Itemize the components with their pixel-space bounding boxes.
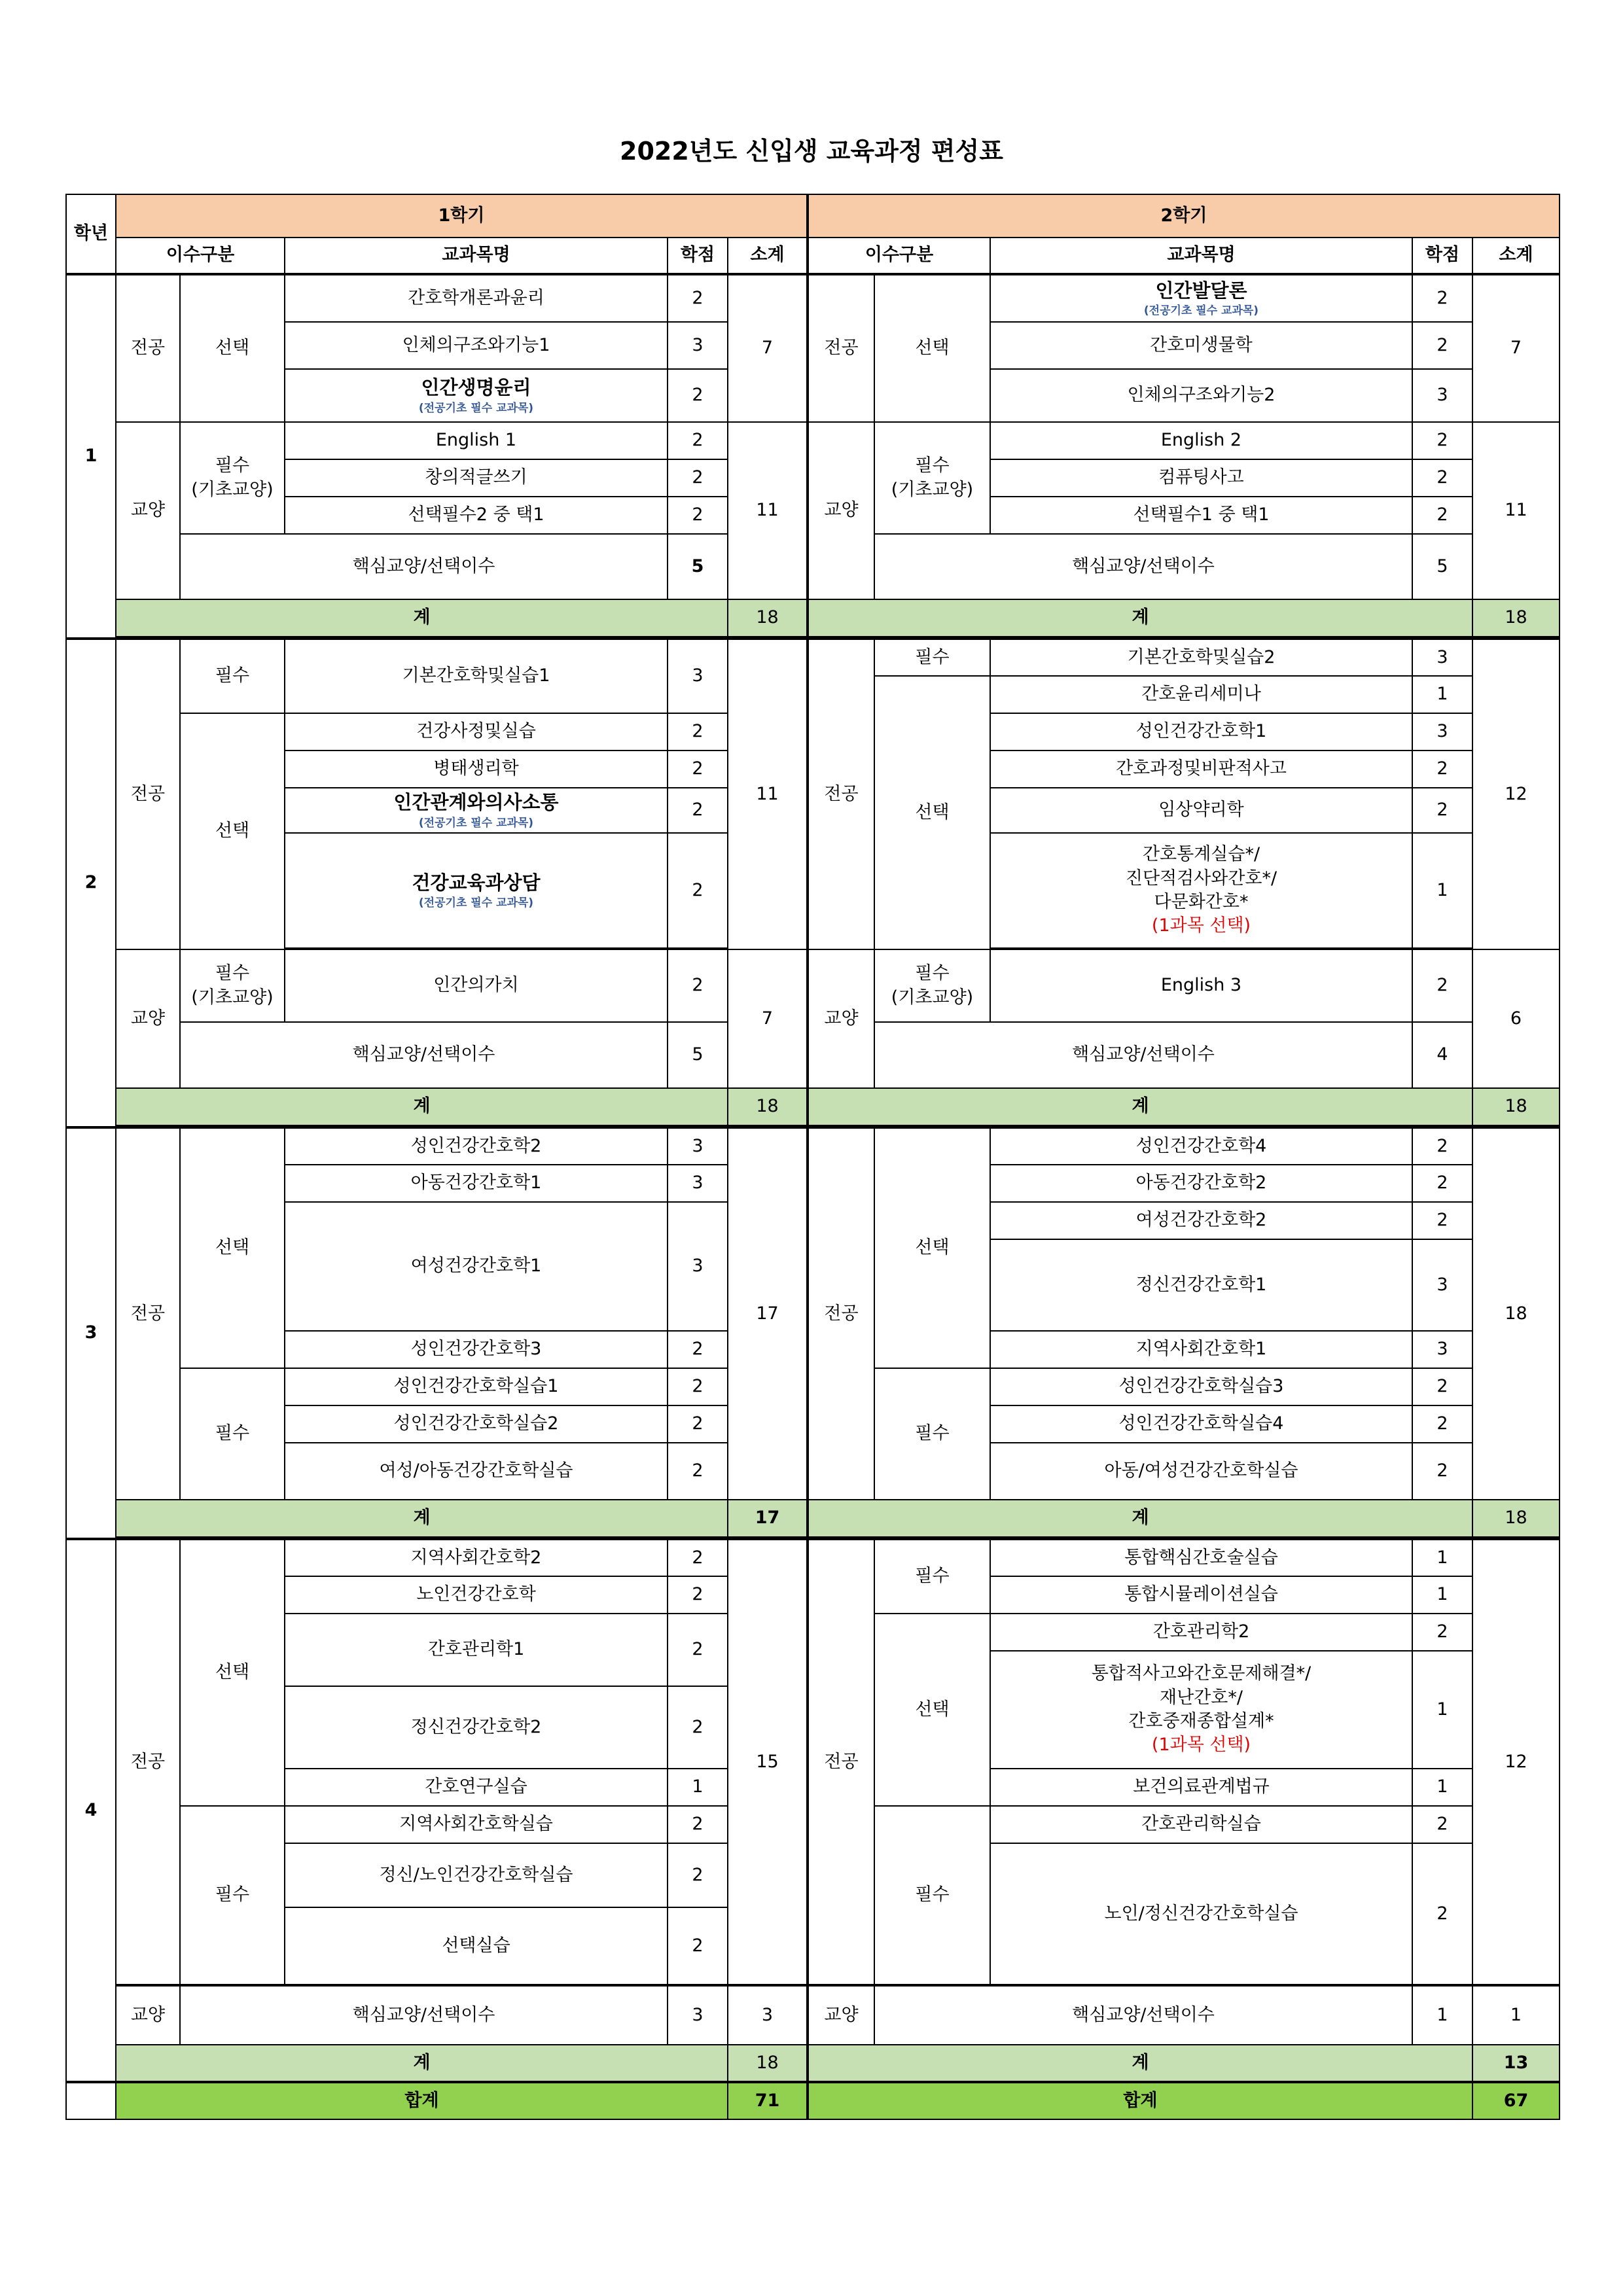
option-line: 통합적사고와간호문제해결*/ (1091, 1663, 1311, 1684)
course-name: 정신/노인건강간호학실습 (285, 1843, 668, 1907)
type-header: 이수구분 (116, 238, 285, 274)
course-name: 간호윤리세미나 (990, 676, 1412, 713)
grand-total-label: 합계 (116, 2082, 728, 2119)
course-name: 여성건강간호학2 (990, 1202, 1412, 1239)
course-name: 통합시뮬레이션실습 (990, 1576, 1412, 1614)
core-elective-label: 핵심교양/선택이수 (874, 1986, 1412, 2045)
course-name: 병태생리학 (285, 751, 668, 788)
course-credit: 2 (1412, 788, 1472, 833)
course-name: 간호학개론과윤리 (285, 274, 668, 322)
course-credit: 3 (1412, 369, 1472, 422)
major-basic-note: (전공기초 필수 교과목) (418, 816, 534, 830)
course-name: 임상약리학 (990, 788, 1412, 833)
subtotal: 12 (1472, 1539, 1560, 1985)
course-credit: 2 (668, 1539, 728, 1576)
course-credit: 2 (668, 1806, 728, 1843)
course-credit: 2 (668, 1576, 728, 1614)
course-credit: 3 (1412, 639, 1472, 676)
subtype-elective: 선택 (180, 274, 285, 422)
course-name: 기본간호학및실습2 (990, 639, 1412, 676)
course-name: 인체의구조와기능2 (990, 369, 1412, 422)
course-credit: 2 (1412, 1843, 1472, 1985)
course-credit: 3 (1412, 713, 1472, 751)
course-credit: 1 (1412, 1539, 1472, 1576)
course-name: 여성건강간호학1 (285, 1202, 668, 1331)
sum-value: 18 (1472, 1500, 1560, 1537)
credit-header: 학점 (668, 238, 728, 274)
core-elective-label: 핵심교양/선택이수 (874, 1022, 1412, 1088)
course-name: 성인건강간호학2 (285, 1127, 668, 1165)
sum-label: 계 (808, 1088, 1472, 1125)
req-label: 필수 (915, 455, 950, 476)
type-major: 전공 (116, 1127, 180, 1500)
course-header: 교과목명 (990, 238, 1412, 274)
major-basic-note: (전공기초 필수 교과목) (1143, 304, 1259, 318)
core-elective-label: 핵심교양/선택이수 (874, 534, 1412, 599)
course-name (990, 274, 1412, 322)
semester2-header: 2학기 (808, 194, 1560, 238)
course-credit: 2 (1412, 1405, 1472, 1443)
course-name (285, 833, 668, 948)
core-elective-label: 핵심교양/선택이수 (180, 534, 668, 599)
course-name-text: 인간관계와의사소통 (393, 791, 559, 814)
subtype-required-basic (180, 422, 285, 534)
type-major: 전공 (808, 1127, 874, 1500)
course-credit: 2 (1412, 322, 1472, 369)
subtotal: 17 (728, 1127, 808, 1500)
course-name: 간호과정및비판적사고 (990, 751, 1412, 788)
course-credit: 3 (668, 1202, 728, 1331)
subtype-required: 필수 (874, 1806, 990, 1985)
course-name: 창의적글쓰기 (285, 459, 668, 497)
course-credit: 3 (668, 1127, 728, 1165)
subtype-elective: 선택 (180, 713, 285, 949)
basic-label: (기초교양) (891, 479, 974, 500)
course-name: 건강사정및실습 (285, 713, 668, 751)
course-name-multi (990, 1651, 1412, 1769)
course-name: 간호관리학2 (990, 1614, 1412, 1651)
core-elective-credit: 5 (668, 534, 728, 599)
year-label: 4 (66, 1539, 116, 2082)
grand-total-label: 합계 (808, 2082, 1472, 2119)
grand-total-value: 71 (728, 2082, 808, 2119)
course-credit: 2 (668, 369, 728, 422)
subtotal-header: 소계 (728, 238, 808, 274)
subtotal: 15 (728, 1539, 808, 1985)
option-line: 재난간호*/ (1160, 1687, 1243, 1708)
course-credit: 1 (1412, 1651, 1472, 1769)
course-name: 선택필수2 중 택1 (285, 497, 668, 534)
course-name: 정신건강간호학1 (990, 1239, 1412, 1331)
option-line: 진단적검사와간호*/ (1125, 868, 1277, 889)
core-elective-credit: 5 (1412, 534, 1472, 599)
req-label: 필수 (915, 963, 950, 984)
subtype-required-basic (180, 949, 285, 1022)
course-name: 노인/정신건강간호학실습 (990, 1843, 1412, 1985)
course-name: 선택실습 (285, 1907, 668, 1985)
pick-one-note: (1과목 선택) (1151, 1735, 1251, 1756)
type-header: 이수구분 (808, 238, 990, 274)
course-credit: 1 (1412, 1769, 1472, 1806)
type-general: 교양 (116, 1986, 180, 2045)
credit-header: 학점 (1412, 238, 1472, 274)
subtotal: 11 (728, 639, 808, 949)
type-major: 전공 (808, 1539, 874, 1985)
grand-total-value: 67 (1472, 2082, 1560, 2119)
blank-cell (66, 2082, 116, 2119)
course-name (285, 369, 668, 422)
course-header: 교과목명 (285, 238, 668, 274)
option-line: 간호통계실습*/ (1142, 844, 1260, 865)
type-general: 교양 (116, 422, 180, 599)
sum-value: 18 (728, 2045, 808, 2082)
course-name-text: 인간생명윤리 (421, 376, 531, 399)
course-name: 노인건강간호학 (285, 1576, 668, 1614)
course-credit: 2 (668, 949, 728, 1022)
sum-label: 계 (116, 2045, 728, 2082)
type-general: 교양 (808, 422, 874, 599)
course-credit: 2 (668, 1686, 728, 1769)
course-name: 아동/여성건강간호학실습 (990, 1443, 1412, 1500)
course-name: 정신건강간호학2 (285, 1686, 668, 1769)
course-credit: 2 (668, 274, 728, 322)
semester1-header: 1학기 (116, 194, 808, 238)
subtype-required: 필수 (180, 639, 285, 713)
basic-label: (기초교양) (191, 479, 274, 500)
course-credit: 1 (1412, 676, 1472, 713)
subtotal: 7 (1472, 274, 1560, 422)
course-credit: 2 (1412, 1202, 1472, 1239)
subtotal: 11 (728, 422, 808, 599)
subtotal: 18 (1472, 1127, 1560, 1500)
year-label: 2 (66, 639, 116, 1127)
sum-value: 18 (728, 599, 808, 637)
type-major: 전공 (808, 274, 874, 422)
course-name (285, 788, 668, 833)
sum-label: 계 (116, 1088, 728, 1125)
year-header: 학년 (66, 194, 116, 274)
course-credit: 3 (668, 322, 728, 369)
course-name: 아동건강간호학1 (285, 1165, 668, 1202)
course-name: 기본간호학및실습1 (285, 639, 668, 713)
option-line: 간호중재종합설계* (1128, 1711, 1274, 1731)
sum-value: 18 (1472, 1088, 1560, 1125)
course-credit: 2 (1412, 497, 1472, 534)
course-name: 인간의가치 (285, 949, 668, 1022)
course-credit: 2 (1412, 949, 1472, 1022)
core-elective-credit: 1 (1412, 1986, 1472, 2045)
subtotal: 6 (1472, 949, 1560, 1088)
type-general: 교양 (808, 949, 874, 1088)
sum-value: 17 (728, 1500, 808, 1537)
sum-label: 계 (116, 599, 728, 637)
course-credit: 2 (668, 459, 728, 497)
course-name: 성인건강간호학실습2 (285, 1405, 668, 1443)
sum-label: 계 (116, 1500, 728, 1537)
subtype-elective: 선택 (180, 1127, 285, 1368)
major-basic-note: (전공기초 필수 교과목) (418, 896, 534, 910)
course-name: English 3 (990, 949, 1412, 1022)
core-elective-label: 핵심교양/선택이수 (180, 1022, 668, 1088)
subtype-required-basic (874, 422, 990, 534)
sum-label: 계 (808, 2045, 1472, 2082)
type-major: 전공 (116, 639, 180, 949)
course-name: 성인건강간호학실습4 (990, 1405, 1412, 1443)
course-credit: 2 (1412, 459, 1472, 497)
course-name: 선택필수1 중 택1 (990, 497, 1412, 534)
course-credit: 2 (668, 788, 728, 833)
course-name: 성인건강간호학3 (285, 1331, 668, 1368)
course-name: 성인건강간호학실습3 (990, 1368, 1412, 1405)
course-name: 아동건강간호학2 (990, 1165, 1412, 1202)
course-name: 성인건강간호학실습1 (285, 1368, 668, 1405)
year-label: 1 (66, 274, 116, 639)
pick-one-note: (1과목 선택) (1151, 915, 1251, 936)
course-name: 컴퓨팅사고 (990, 459, 1412, 497)
subtype-elective: 선택 (874, 676, 990, 949)
course-credit: 2 (1412, 751, 1472, 788)
course-name: 지역사회간호학실습 (285, 1806, 668, 1843)
sum-value: 18 (728, 1088, 808, 1125)
req-label: 필수 (215, 963, 250, 984)
course-credit: 2 (668, 497, 728, 534)
course-name: English 1 (285, 422, 668, 459)
course-name-text: 인간발달론 (1155, 279, 1247, 302)
course-name: 간호연구실습 (285, 1769, 668, 1806)
course-name: 보건의료관계법규 (990, 1769, 1412, 1806)
course-name: 간호관리학실습 (990, 1806, 1412, 1843)
core-elective-credit: 5 (668, 1022, 728, 1088)
subtype-required: 필수 (874, 639, 990, 676)
subtype-elective: 선택 (874, 274, 990, 422)
basic-label: (기초교양) (891, 987, 974, 1008)
req-label: 필수 (215, 455, 250, 476)
course-credit: 2 (668, 1368, 728, 1405)
type-major: 전공 (808, 639, 874, 949)
course-credit: 2 (1412, 422, 1472, 459)
core-elective-credit: 4 (1412, 1022, 1472, 1088)
subtotal: 1 (1472, 1986, 1560, 2045)
course-name: English 2 (990, 422, 1412, 459)
course-credit: 2 (1412, 1165, 1472, 1202)
course-credit: 3 (668, 639, 728, 713)
course-credit: 2 (668, 1843, 728, 1907)
course-credit: 2 (668, 422, 728, 459)
subtotal: 11 (1472, 422, 1560, 599)
course-name: 지역사회간호학2 (285, 1539, 668, 1576)
course-name: 성인건강간호학4 (990, 1127, 1412, 1165)
basic-label: (기초교양) (191, 987, 274, 1008)
sum-value: 18 (1472, 599, 1560, 637)
course-name: 성인건강간호학1 (990, 713, 1412, 751)
course-credit: 2 (668, 1405, 728, 1443)
course-credit: 2 (1412, 1614, 1472, 1651)
course-credit: 2 (668, 1331, 728, 1368)
subtotal: 12 (1472, 639, 1560, 949)
subtype-required-basic (874, 949, 990, 1022)
course-credit: 2 (668, 1443, 728, 1500)
sum-label: 계 (808, 599, 1472, 637)
core-elective-label: 핵심교양/선택이수 (180, 1986, 668, 2045)
subtotal: 3 (728, 1986, 808, 2045)
type-major: 전공 (116, 274, 180, 422)
type-major: 전공 (116, 1539, 180, 1985)
core-elective-credit: 3 (668, 1986, 728, 2045)
course-credit: 2 (668, 1614, 728, 1686)
course-credit: 1 (1412, 1576, 1472, 1614)
subtype-elective: 선택 (180, 1539, 285, 1806)
option-line: 다문화간호* (1154, 892, 1249, 912)
course-name-multi (990, 833, 1412, 948)
subtype-elective: 선택 (874, 1127, 990, 1368)
subtype-required: 필수 (180, 1368, 285, 1500)
course-credit: 3 (668, 1165, 728, 1202)
course-credit: 2 (668, 713, 728, 751)
course-credit: 2 (1412, 1127, 1472, 1165)
subtype-required: 필수 (874, 1539, 990, 1614)
course-name: 여성/아동건강간호학실습 (285, 1443, 668, 1500)
type-general: 교양 (808, 1986, 874, 2045)
year-label: 3 (66, 1127, 116, 1539)
course-credit: 2 (1412, 1443, 1472, 1500)
course-credit: 2 (668, 751, 728, 788)
subtotal: 7 (728, 949, 808, 1088)
subtype-required: 필수 (180, 1806, 285, 1985)
sum-value: 13 (1472, 2045, 1560, 2082)
page-title: 2022년도 신입생 교육과정 편성표 (620, 137, 1003, 166)
course-credit: 2 (668, 833, 728, 948)
course-credit: 1 (668, 1769, 728, 1806)
subtotal: 7 (728, 274, 808, 422)
subtype-required: 필수 (874, 1368, 990, 1500)
course-credit: 2 (1412, 1806, 1472, 1843)
sum-label: 계 (808, 1500, 1472, 1537)
subtotal-header: 소계 (1472, 238, 1560, 274)
type-general: 교양 (116, 949, 180, 1088)
course-name: 인체의구조와기능1 (285, 322, 668, 369)
course-credit: 2 (1412, 274, 1472, 322)
course-credit: 2 (668, 1907, 728, 1985)
course-credit: 3 (1412, 1331, 1472, 1368)
course-name: 간호미생물학 (990, 322, 1412, 369)
course-name: 지역사회간호학1 (990, 1331, 1412, 1368)
major-basic-note: (전공기초 필수 교과목) (418, 401, 534, 415)
course-credit: 3 (1412, 1239, 1472, 1331)
course-name-text: 건강교육과상담 (412, 871, 541, 894)
curriculum-table (65, 194, 1560, 2120)
course-credit: 1 (1412, 833, 1472, 948)
subtype-elective: 선택 (874, 1614, 990, 1806)
course-name: 통합핵심간호술실습 (990, 1539, 1412, 1576)
course-credit: 2 (1412, 1368, 1472, 1405)
course-name: 간호관리학1 (285, 1614, 668, 1686)
